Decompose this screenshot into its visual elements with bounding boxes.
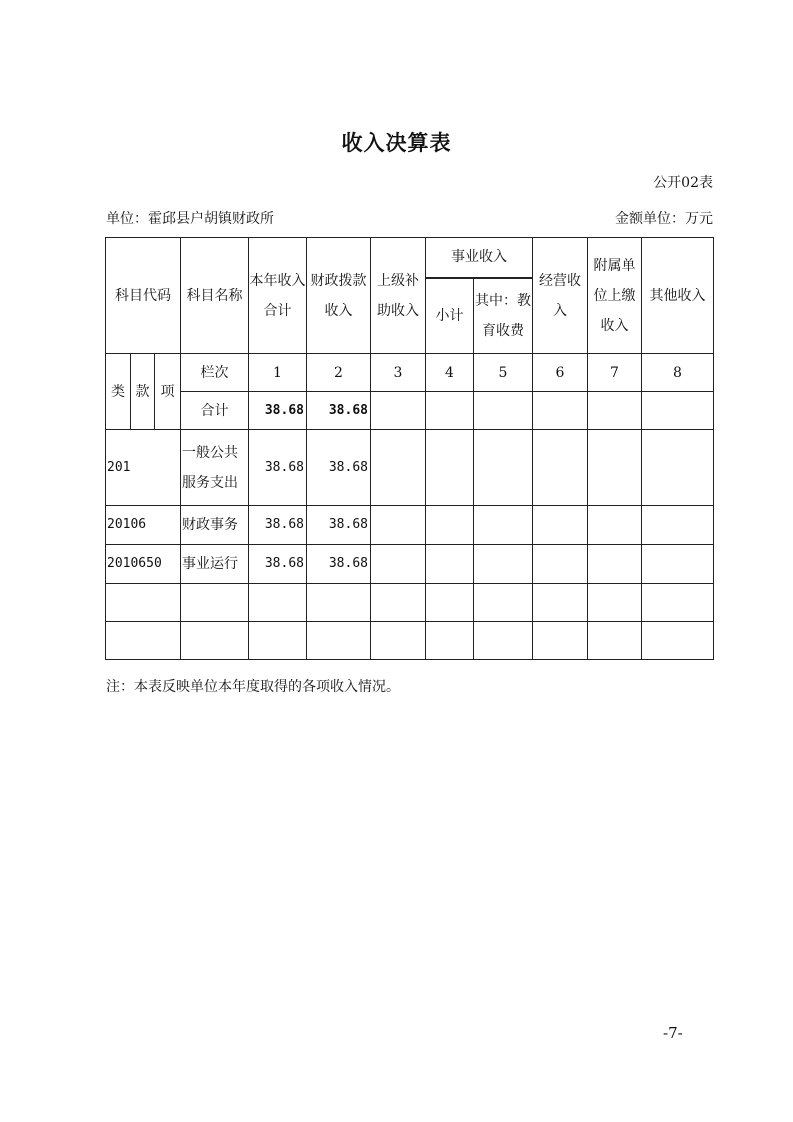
header-col6: 经营收入	[533, 238, 588, 354]
col-number-8: 8	[642, 354, 714, 392]
page-number: -7-	[663, 1024, 683, 1042]
col-number-1: 1	[249, 354, 307, 392]
row-col2: 38.68	[307, 430, 371, 506]
header-col3: 上级补助收入	[371, 238, 426, 354]
row-col1: 38.68	[249, 430, 307, 506]
table-row	[106, 506, 714, 545]
header-lanci: 栏次	[181, 354, 249, 392]
header-col4: 小计	[426, 278, 474, 354]
row-name: 一般公共服务支出	[181, 430, 249, 506]
header-col7: 附属单位上缴收入	[588, 238, 642, 354]
total-col2: 38.68	[307, 392, 371, 430]
total-col8	[642, 392, 714, 430]
header-col1: 本年收入合计	[249, 238, 307, 354]
total-label: 合计	[181, 392, 249, 430]
row-code: 20106	[106, 506, 181, 545]
header-col2: 财政拨款收入	[307, 238, 371, 354]
row-code: 201	[106, 430, 181, 506]
col-number-7: 7	[588, 354, 642, 392]
row-name: 事业运行	[181, 545, 249, 584]
total-col4	[426, 392, 474, 430]
row-col1: 38.68	[249, 545, 307, 584]
col-number-4: 4	[426, 354, 474, 392]
header-col8: 其他收入	[642, 238, 714, 354]
header-shiye-income: 事业收入	[426, 238, 533, 278]
reporting-unit: 单位：霍邱县户胡镇财政所	[106, 211, 274, 227]
currency-unit: 金额单位：万元	[615, 211, 713, 227]
form-number: 公开02表	[653, 175, 713, 191]
row-col2: 38.68	[307, 506, 371, 545]
header-subject-code: 科目代码	[106, 238, 181, 354]
table-note: 注：本表反映单位本年度取得的各项收入情况。	[106, 679, 400, 695]
row-code: 2010650	[106, 545, 181, 584]
total-col1: 38.68	[249, 392, 307, 430]
header-xiang: 项	[155, 354, 181, 430]
table-row	[106, 545, 714, 584]
col-number-3: 3	[371, 354, 426, 392]
income-table	[105, 237, 714, 660]
total-col7	[588, 392, 642, 430]
row-name: 财政事务	[181, 506, 249, 545]
col-number-5: 5	[474, 354, 533, 392]
page-title: 收入决算表	[341, 131, 452, 155]
table-row	[106, 430, 714, 506]
empty-row	[106, 622, 714, 660]
row-col1: 38.68	[249, 506, 307, 545]
empty-row	[106, 584, 714, 622]
header-col5: 其中：教育收费	[474, 278, 533, 354]
col-number-2: 2	[307, 354, 371, 392]
total-col6	[533, 392, 588, 430]
total-col3	[371, 392, 426, 430]
header-kuan: 款	[131, 354, 155, 430]
total-col5	[474, 392, 533, 430]
header-lei: 类	[106, 354, 131, 430]
row-col2: 38.68	[307, 545, 371, 584]
col-number-6: 6	[533, 354, 588, 392]
header-subject-name: 科目名称	[181, 238, 249, 354]
